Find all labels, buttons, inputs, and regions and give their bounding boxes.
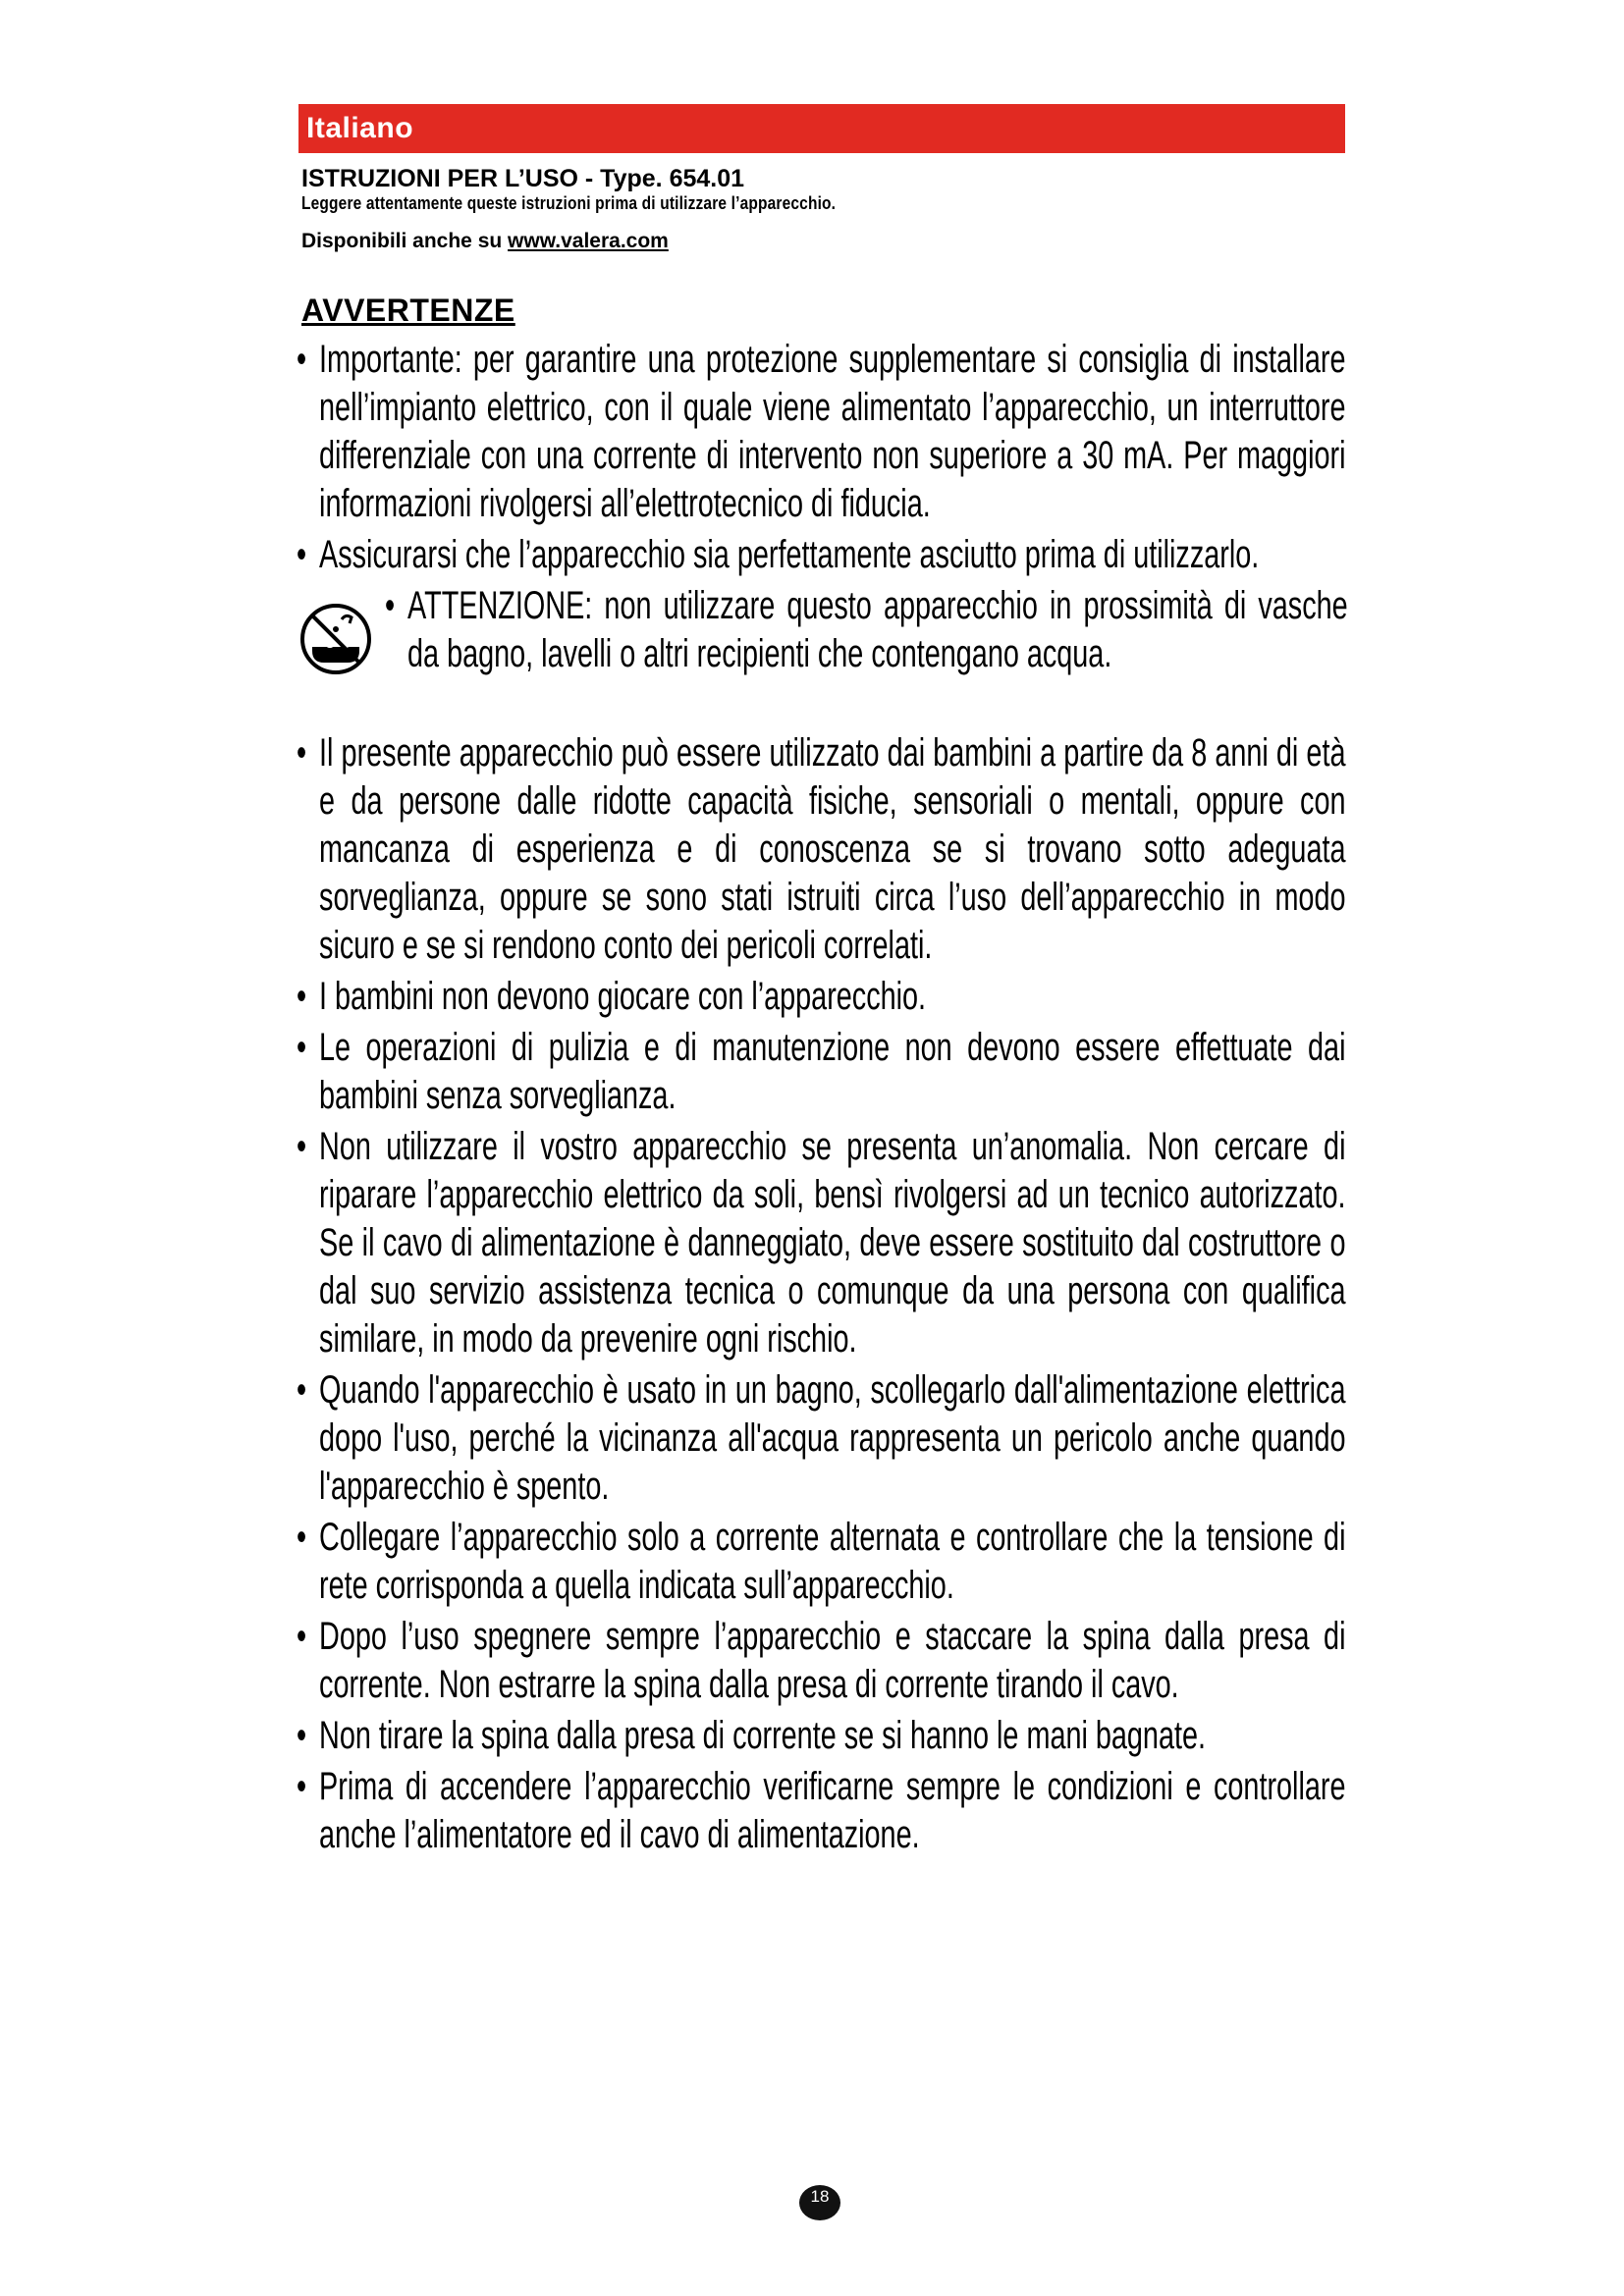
- list-item: [297, 1712, 1345, 1760]
- item-text: Non utilizzare il vostro apparecchio se presenta un’anomalia. Non cercare di riparare l’apparecchio elettrico da soli, bensì rivolgersi ad un tecnico autorizzato. Se il cavo di alimentazione è danneggiato, deve essere sostituito dal costruttore o dal suo servizio assistenza tecnica o comunque da una persona con qualifica similare, in modo da prevenire ogni rischio.: [319, 1125, 1346, 1361]
- list-item: [297, 1366, 1345, 1511]
- language-banner: [298, 104, 1345, 153]
- item-text: Non tirare la spina dalla presa di corrente se si hanno le mani bagnate.: [319, 1714, 1206, 1757]
- bullet: •: [297, 1368, 307, 1412]
- item-text: Le operazioni di pulizia e di manutenzione non devono essere effettuate dai bambini senza sorveglianza.: [319, 1026, 1346, 1117]
- language-label: Italiano: [306, 112, 414, 144]
- list-item: [297, 1123, 1345, 1363]
- list-item: [297, 1763, 1345, 1859]
- bullet: •: [297, 1615, 307, 1658]
- website-link[interactable]: www.valera.com: [508, 230, 669, 252]
- no-bathtub-water-icon: [297, 600, 375, 678]
- page-number: 18: [810, 2187, 830, 2206]
- item-text: Quando l'apparecchio è usato in un bagno, scollegarlo dall'alimentazione elettrica dopo l'uso, perché la vicinanza all'acqua rappresenta un pericolo anche quando l'apparecchio è spento.: [319, 1368, 1346, 1508]
- warnings-list: [297, 336, 1348, 1862]
- bullet: •: [297, 1765, 307, 1808]
- bullet: •: [297, 533, 307, 576]
- list-item: [385, 582, 1348, 678]
- item-text: Prima di accendere l’apparecchio verificarne sempre le condizioni e controllare anche l’alimentatore ed il cavo di alimentazione.: [319, 1765, 1346, 1856]
- manual-subtitle: Leggere attentamente queste istruzioni prima di utilizzare l’apparecchio.: [301, 193, 837, 213]
- item-text: Assicurarsi che l’apparecchio sia perfettamente asciutto prima di utilizzarlo.: [319, 533, 1260, 576]
- bullet: •: [297, 338, 307, 381]
- list-item: [297, 729, 1345, 970]
- warning-row: [297, 582, 1348, 729]
- list-item: [297, 973, 1345, 1021]
- bullet: •: [385, 584, 396, 627]
- bullet: •: [297, 1516, 307, 1559]
- list-item: [297, 336, 1345, 528]
- availability-note: [301, 230, 669, 253]
- item-text: Dopo l’uso spegnere sempre l’apparecchio e staccare la spina dalla presa di corrente. Non estrarre la spina dalla presa di corrente tirando il cavo.: [319, 1615, 1346, 1706]
- availability-prefix: Disponibili anche su: [301, 230, 509, 252]
- bullet: •: [297, 975, 307, 1018]
- bullet: •: [297, 1125, 307, 1168]
- bullet: •: [297, 731, 307, 774]
- manual-title: ISTRUZIONI PER L’USO - Type. 654.01: [301, 165, 745, 192]
- item-text: ATTENZIONE: non utilizzare questo apparecchio in prossimità di vasche da bagno, lavelli o altri recipienti che contengano acqua.: [407, 584, 1348, 675]
- item-text: Collegare l’apparecchio solo a corrente alternata e controllare che la tensione di rete corrisponda a quella indicata sull’apparecchio.: [319, 1516, 1346, 1607]
- bullet: •: [297, 1026, 307, 1069]
- list-item: [297, 1514, 1345, 1610]
- list-item: [297, 1613, 1345, 1709]
- page-number-badge: [799, 2185, 840, 2220]
- bullet: •: [297, 1714, 307, 1757]
- list-item: [297, 1024, 1345, 1120]
- item-text: I bambini non devono giocare con l’apparecchio.: [319, 975, 927, 1018]
- item-text: Importante: per garantire una protezione supplementare si consiglia di installare nell’impianto elettrico, con il quale viene alimentato l’apparecchio, un interruttore differenziale con una corrente di intervento non superiore a 30 mA. Per maggiori informazioni rivolgersi all’elettrotecnico di fiducia.: [319, 338, 1346, 525]
- item-text: Il presente apparecchio può essere utilizzato dai bambini a partire da 8 anni di età e da persone dalle ridotte capacità fisiche, sensoriali o mentali, oppure con mancanza di esperienza e di conoscenza se si trovano sotto adeguata sorveglianza, oppure se sono stati istruiti circa l’uso dell’apparecchio in modo sicuro e se si rendono conto dei pericoli correlati.: [319, 731, 1346, 967]
- section-title: AVVERTENZE: [301, 293, 515, 328]
- list-item: [297, 531, 1345, 579]
